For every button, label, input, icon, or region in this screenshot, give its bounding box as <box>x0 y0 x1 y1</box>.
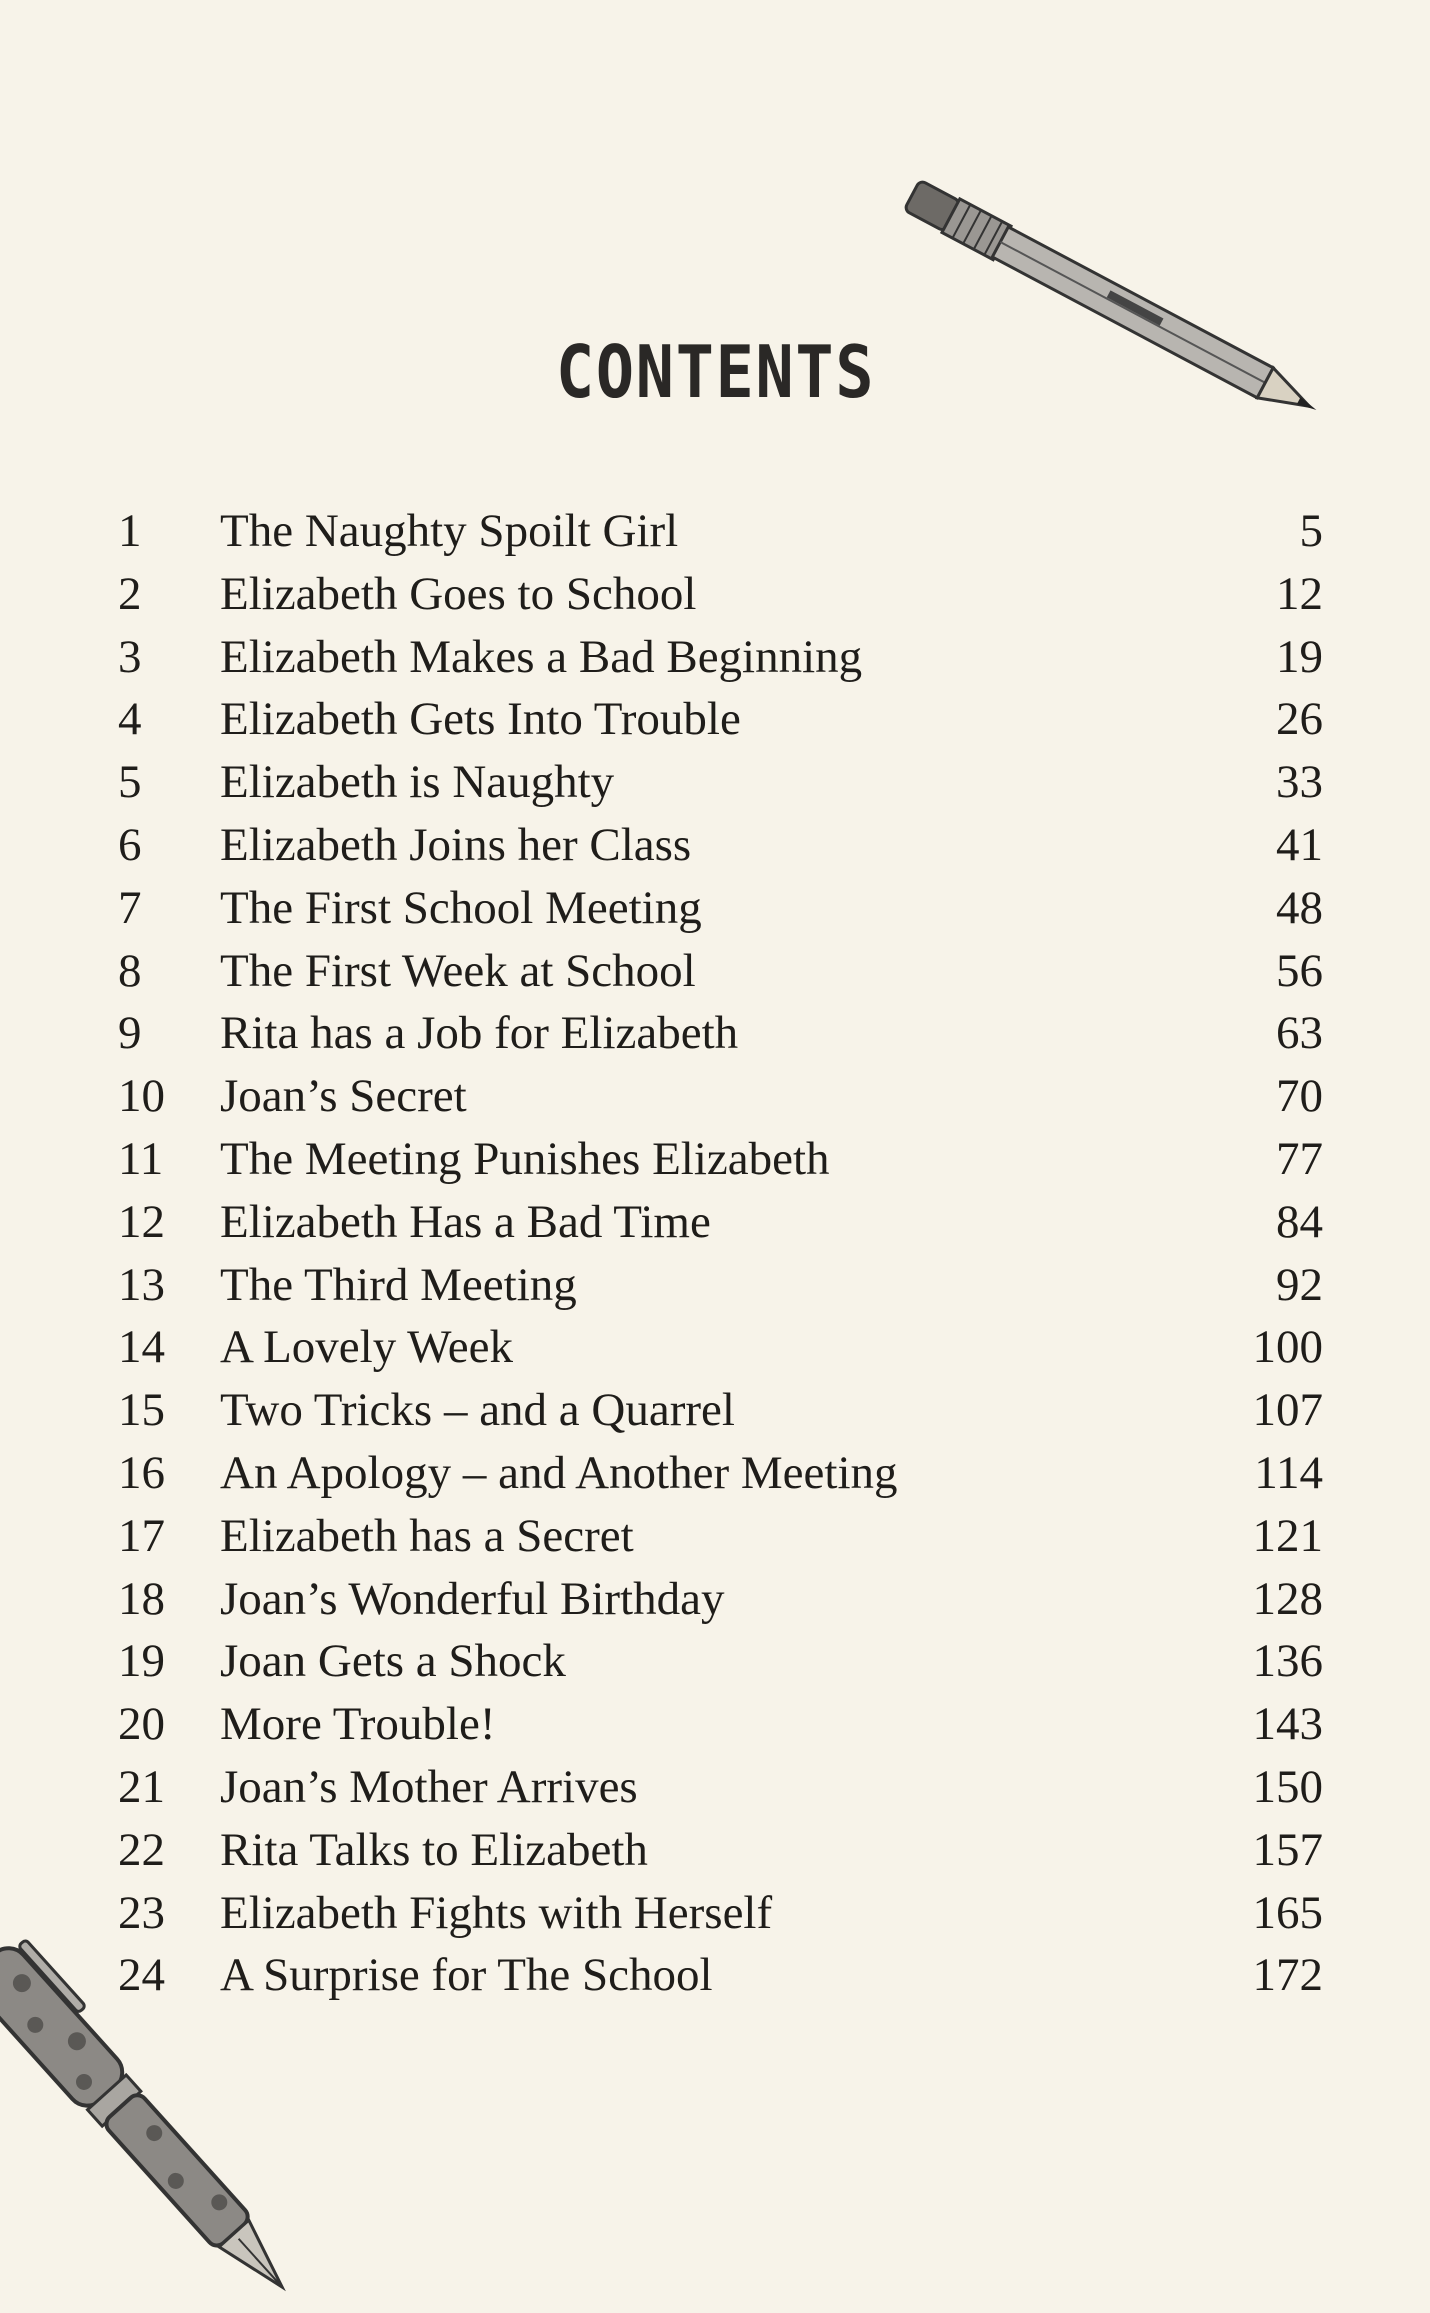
chapter-title: Elizabeth Makes a Bad Beginning <box>220 630 863 683</box>
chapter-title: Rita Talks to Elizabeth <box>220 1823 648 1876</box>
chapter-number: 15 <box>118 1384 165 1437</box>
chapter-number: 9 <box>118 1007 142 1060</box>
toc-entry[interactable] <box>118 1316 1323 1379</box>
toc-entry[interactable] <box>118 1128 1323 1191</box>
chapter-title: Elizabeth Gets Into Trouble <box>220 693 741 746</box>
page-number: 92 <box>1276 1258 1323 1311</box>
chapter-number: 10 <box>118 1070 165 1123</box>
fountain-pen-icon <box>0 1930 340 2313</box>
toc-entry[interactable] <box>118 1442 1323 1505</box>
chapter-title: Elizabeth is Naughty <box>220 756 615 809</box>
chapter-title: A Surprise for The School <box>220 1949 713 2002</box>
chapter-title: Rita has a Job for Elizabeth <box>220 1007 739 1060</box>
chapter-title: Elizabeth Has a Bad Time <box>220 1195 711 1248</box>
chapter-title: The Third Meeting <box>220 1258 577 1311</box>
page-title: CONTENTS <box>555 330 876 414</box>
chapter-number: 2 <box>118 567 142 620</box>
page-number: 172 <box>1252 1949 1323 2002</box>
toc-entry[interactable] <box>118 626 1323 689</box>
page-number: 107 <box>1252 1384 1323 1437</box>
chapter-number: 12 <box>118 1195 165 1248</box>
chapter-number: 13 <box>118 1258 165 1311</box>
page-number: 41 <box>1276 818 1323 871</box>
pencil-icon <box>900 160 1380 460</box>
chapter-title: An Apology – and Another Meeting <box>220 1446 898 1499</box>
chapter-title: A Lovely Week <box>220 1321 513 1374</box>
toc-entry[interactable] <box>118 1568 1323 1631</box>
chapter-number: 1 <box>118 505 142 557</box>
toc-entry[interactable] <box>118 1756 1323 1819</box>
page-number: 70 <box>1276 1070 1323 1123</box>
page-number: 165 <box>1252 1886 1323 1939</box>
chapter-number: 21 <box>118 1760 165 1813</box>
toc-entry[interactable] <box>118 1254 1323 1317</box>
toc-entry[interactable] <box>118 751 1323 814</box>
page-number: 56 <box>1276 944 1323 997</box>
page-number: 19 <box>1276 630 1323 683</box>
chapter-number: 18 <box>118 1572 165 1625</box>
page-number: 5 <box>1299 505 1323 557</box>
chapter-title: Joan’s Mother Arrives <box>220 1760 638 1813</box>
page-number: 128 <box>1252 1572 1323 1625</box>
toc-entry[interactable] <box>118 877 1323 940</box>
page-number: 114 <box>1254 1446 1323 1499</box>
toc-entry[interactable] <box>118 1505 1323 1568</box>
chapter-title: Joan Gets a Shock <box>220 1635 566 1688</box>
chapter-number: 19 <box>118 1635 165 1688</box>
chapter-number: 17 <box>118 1509 165 1562</box>
chapter-title: Elizabeth has a Secret <box>220 1509 634 1562</box>
chapter-title: The First Week at School <box>220 944 696 997</box>
chapter-title: More Trouble! <box>220 1698 496 1751</box>
chapter-title: Elizabeth Goes to School <box>220 567 697 620</box>
toc-entry[interactable] <box>118 688 1323 751</box>
toc-entry[interactable] <box>118 563 1323 626</box>
chapter-number: 23 <box>118 1886 165 1939</box>
chapter-number: 11 <box>118 1132 164 1185</box>
chapter-number: 6 <box>118 818 142 871</box>
chapter-number: 24 <box>118 1949 165 2002</box>
chapter-number: 7 <box>118 881 142 934</box>
page-number: 84 <box>1276 1195 1323 1248</box>
toc-entry[interactable] <box>118 1693 1323 1756</box>
page-number: 150 <box>1252 1760 1323 1813</box>
table-of-contents <box>118 500 1323 2007</box>
toc-entry[interactable] <box>118 814 1323 877</box>
page-number: 77 <box>1276 1132 1323 1185</box>
page-number: 33 <box>1276 756 1323 809</box>
chapter-title: The First School Meeting <box>220 881 702 934</box>
chapter-title: Joan’s Wonderful Birthday <box>220 1572 725 1625</box>
chapter-number: 5 <box>118 756 142 809</box>
chapter-number: 20 <box>118 1698 165 1751</box>
chapter-number: 16 <box>118 1446 165 1499</box>
chapter-number: 22 <box>118 1823 165 1876</box>
chapter-title: Elizabeth Joins her Class <box>220 818 692 871</box>
toc-entry[interactable] <box>118 940 1323 1003</box>
page-number: 143 <box>1252 1698 1323 1751</box>
page-number: 63 <box>1276 1007 1323 1060</box>
toc-entry[interactable] <box>118 1630 1323 1693</box>
chapter-number: 4 <box>118 693 142 746</box>
toc-entry[interactable] <box>118 1819 1323 1882</box>
toc-entry[interactable] <box>118 1065 1323 1128</box>
page-number: 26 <box>1276 693 1323 746</box>
page-number: 136 <box>1252 1635 1323 1688</box>
page-number: 157 <box>1252 1823 1323 1876</box>
chapter-title: Elizabeth Fights with Herself <box>220 1886 773 1939</box>
toc-entry[interactable] <box>118 500 1323 563</box>
page-number: 48 <box>1276 881 1323 934</box>
page-number: 12 <box>1276 567 1323 620</box>
chapter-number: 3 <box>118 630 142 683</box>
chapter-number: 14 <box>118 1321 165 1374</box>
chapter-title: Joan’s Secret <box>220 1070 467 1123</box>
page-number: 100 <box>1252 1321 1323 1374</box>
toc-entry[interactable] <box>118 1191 1323 1254</box>
toc-entry[interactable] <box>118 1002 1323 1065</box>
chapter-number: 8 <box>118 944 142 997</box>
chapter-title: The Meeting Punishes Elizabeth <box>220 1132 830 1185</box>
chapter-title: The Naughty Spoilt Girl <box>220 505 679 557</box>
toc-entry[interactable] <box>118 1379 1323 1442</box>
chapter-title: Two Tricks – and a Quarrel <box>220 1384 735 1437</box>
page-number: 121 <box>1252 1509 1323 1562</box>
